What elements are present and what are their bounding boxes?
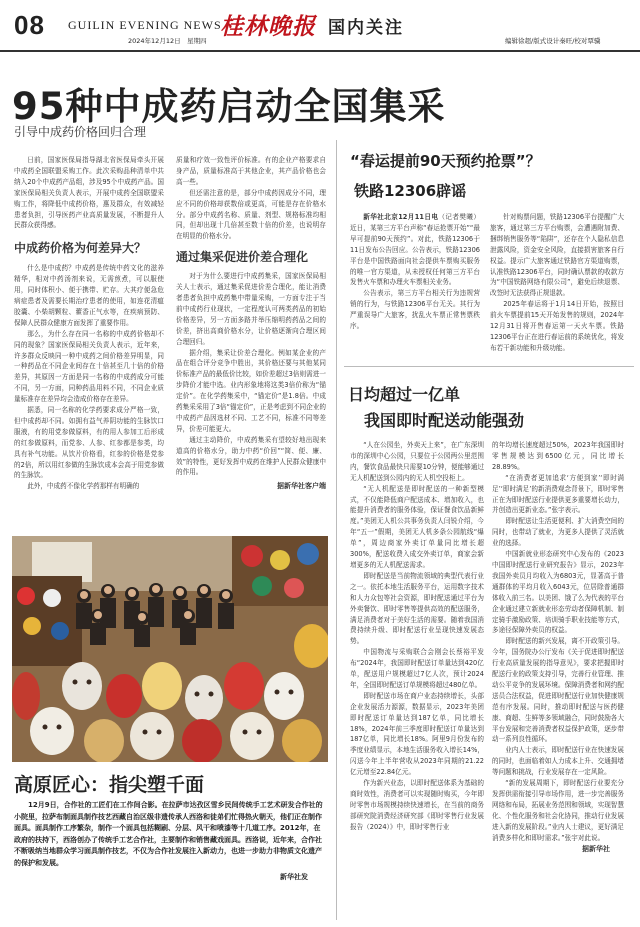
paragraph: 据介绍，集采让价差合理化。例如某企业的产品在组合评分竞争中胜出，其价格还要与其他某同价标准产品的最低价比较，如价差超过3倍则需进一步降价才能中选。业内形象地将这类3倍价称为“锚定价”。在化学药集采中，“锚定价”是1.8倍。中成药集采采用了3倍“锚定价”，正是考虑到不同企业的中成药产品因选材不同、工艺不同，标准不同等差异，价差可能更大。 [176,348,326,433]
paragraph: 针对购票问题，铁路12306平台提醒广大旅客，通过第三方平台购票，会遭遇附加费、捆绑销售服务等“陷阱”，还存在个人隐私信息泄露风险，资金安全风险，直接损害旅客自行权益。提示广大旅客通过铁路官方渠道购票，认准铁路12306平台，同时确认票款的收款方为“中国铁路网络有限公司”，避免后续退票、改签时无法获得正规退款。 [490,213,624,298]
rail-kicker: “春运提前90天预约抢票”？ [350,152,541,170]
rail-dateline: 新华社北京12月11日电 [363,213,439,221]
delivery-source: 据新华社 [582,844,610,853]
rail-headline: 铁路12306辟谣 [354,182,467,200]
paragraph: 中国新就业形态研究中心发布的《2023中国即时配送行业研究报告》显示，2023年我国外卖员月均收入为6803元，显著高于普通群体的平均月收入6043元，位居除普通群体收入前三名。以美团、饿了么为代表的平台企业通过建立新就业形态劳动者保障机制、制定骑手激励政策、培训骑手职业技能等方式，多途径保障外卖员的权益。 [492,550,624,635]
caption-text: 12月9日，合作社的工匠们在工作间合影。在拉萨市达孜区雪乡民间传统手工艺术研发合作社的小院里，拉萨布制面具制作技艺西藏自治区级非遗传承人西洛和徒弟们忙得热火朝天，他们正在制作面具。面具制作工序繁杂，制作一个面具包括糊刷、分层、风干和喷漆等十几道工序。2012年，在政府的扶持下，西洛创办了传统手工艺合作社，主要制作和销售藏戏面具。西洛说，近年来，合作社不断吸纳当地群众学习面具制作技艺，不仅为合作社发展注入新动力，也进一步助力非物质文化遗产的保护和发展。 [14,801,323,867]
lead-column-2 [176,155,326,492]
paragraph: 中国物流与采购联合会刚会长蔡裕平发布“2024年，我国即时配送订单量达到420亿单，配送用户规模超过7亿人次，预计2024年，全国即时配送订单规模将超过480亿单。 [350,648,484,689]
paragraph: （记者樊曦）近日，某第三方平台声称“春运抢票开始”“最早可提前90天预约”。对此，铁路12306于11日发布公告回应。公告表示，铁路12306平台是中国铁路面向社会提供车票购买服务的唯一官方渠道，从未授权任何第三方平台发售火车票和办理火车票相关业务。 [350,213,480,287]
delivery-column-1 [350,440,484,833]
paragraph: “在消费者更加追求‘方便到家’‘即时满足’‘即时满足’的新消费观念背景下，即时零售正在为即时配送行业提供更多重要增长动力，并创造出更新业态。”张宇表示。 [492,473,624,515]
photo-caption-title: 高原匠心：指尖塑千面 [14,774,205,796]
paragraph: 公告表示，第三方平台相关行为违规营销的行为，与铁路12306平台无关。其行为严重误导广大旅客，扰乱火车票正常售票秩序。 [350,289,480,331]
paragraph: 但还需注意的是，部分中成药因成分不同，理应不同的价格却获数倍或更高，可能是存在价格水分。部分中成药名称、质量、剂型、规格标准均相同，但却出现十几倍甚至数十倍的价差，也说明存在明显的价格水分。 [176,188,326,241]
paragraph: “新的发展周期下，即时配送行业要充分发挥供需衔接引导市场作用，进一步完善服务网络和布局，拓展业务范围和领域，实现智慧化、个性化服务和社会化协同，推动行业发展进入新的发展阶段。”业内人士建议，更好满足消费多样化和即时需求。”张宇对此说。 [492,779,624,842]
paragraph: 对于为什么要进行中成药集采，国家医保局相关人士表示，通过集采促进价差合理化，能让消费者患者负担中成药集中带量采购，一方面专注于当前中成药行业现状，一定程度认可两类药品的初始价格差异，另一方面多路并举压缩明药药品之间的价差，挤出高商价格水分，让价格逐渐向合理区间合理回归。 [176,272,326,346]
paragraph: “无人机配送是即时配送的一种新型模式，不仅能降低商户配送成本、增加收入，也能提升消费者的服务体验，保证餐食饮品新鲜度。”美团无人机公共事务负责人闫锐介绍，今年“五一”假期，美团无人机多条公园航线“爆单”，周边商家外卖订单量同比增长超300%，配送收费入成交外卖订单，商家会新增更多的无人机配送需求。 [350,484,484,569]
story-divider [344,366,634,367]
artisans-photo [12,536,328,762]
editor-credit: 编辑徐超/版式设计秦旺/校对覃骥 [505,37,601,45]
section-heading-price-gap: 中成药价格为何差异大？ [14,241,147,256]
caption-source: 新华社发 [280,873,308,881]
lead-subheadline: 引导中成药价格回归合理 [14,125,147,139]
header-rule [0,50,640,52]
section-heading-collective-purchase: 通过集采促进价差合理化 [176,250,309,265]
paragraph: 即时配送是当前物流领域的典型代表行业之一。依托本地生活服务平台，运用数字技术和人力众包等社会资源，即时配送通过平台为外卖餐饮、即时零售等提供高效的配送服务，满足消费者对于美好生活的需要。随着我国消费持续升级、即时配送行业呈现快速发展态势。 [350,571,484,646]
photo-illustration [12,536,328,762]
lead-source: 据新华社客户端 [277,482,326,491]
paragraph: 2025年春运将于1月14日开始，按照目前火车票提前15天开始发售的规则，2024年12月31日将开售春运第一天火车票。铁路12306平台正在进行春运前的系统优化，将发布若干新功能和升级功能。 [490,300,624,352]
delivery-column-2 [492,440,624,854]
masthead [0,0,640,52]
column-divider [336,140,337,920]
paragraph: 即时配送的新兴发展，离不开政策引导。今年，国务院办公厅发布《关于促进即时配送行业高质量发展的指导意见》，要求把握即时配送行业的政策支持引导，完善行业管理、推动公平竞争的发展环境。保障消费者和网约配送员合法权益，促进即时配送行业加快健康规范有序发展。同时，推动即时配送与医药健康、商超、生鲜等多领域融合，同时鼓励各大平台发展和完善消费者权益保护政策，逐步带动一系列良性循环。 [492,637,624,744]
delivery-headline-2: 我国即时配送动能强劲 [364,411,525,430]
paragraph: 作为新兴业态，以即时配送体系为基础的商时效性，消费者可以实现随时购买，今年即时零售市场规模持续快速增长，在当前的商务部研究院消费经济研究部《即时零售行业发展报告（2024）》中，即时零售行业 [350,779,484,831]
photo-caption-body [14,800,324,884]
delivery-headline-1: 日均超过一亿单 [348,385,461,404]
rail-column-2 [490,212,624,354]
paragraph: “人在公园坐，外卖天上来”，在广东深圳市的深圳中心公园，只要位于公园两公里范围内，餐饮食品最快只需要10分钟，便能够通过无人机配送到公园内的无人机空投柜上。 [350,441,484,482]
paragraph: 那么，为什么存在同一名称的中成药价格却不同的现象？国家医保局相关负责人表示，近年来，许多群众反映同一种中成药之间价格差异明显，同一种药品在不同企业间存在十倍甚至几十倍的价格差异，其原因一方面是同一名称的中成药成分可能不同，另一方面，同种药品用料不同，不同企业质量标准存在差异均会造成价格存在差异。 [14,329,164,404]
section-title: 国内关注 [328,18,404,38]
page-number: 08 [14,10,45,40]
paragraph: 质量和疗效一致性评价标准。有的企业产格要求自身产品，质量标准高于其他企业，其产品价格也会高一些。 [176,156,326,186]
lead-column-1 [14,155,164,492]
paragraph: 据悉，同一名称的化学药要求成分严格一致，但中成药却不同。如拥有益气养阴功能的生脉饮口服液，有的用党参做原料，有的用人参加工后形成的红参做原料，而党参、人参、红参都是参类，均具有补气功能。从饮片价格看，红参的价格是党参的2倍，所以用红参做的生脉饮成本会高于用党参做的生脉饮。 [14,406,164,480]
paragraph: 通过主动降价，中成药集采有望较好地出现来道高的价格水分，助力中药“价回”“简、便、廉、效”的特性，更好发挥中成药在维护人民群众健康中的作用。 [176,435,326,477]
paragraph: 的年均增长速度超过50%，2023年我国即时零售规模达到6500亿元，同比增长28.89%。 [492,441,624,471]
paragraph: 什么是中成药？中成药是传统中药文化的滋养精华，相对中药汤剂来说，无需煎煮，可以服使用，同时体积小、便于携带、贮存。大其疗便急危病症患者及需要长期治疗患者的使用，如连花清瘟胶囊、小柴胡颗粒、藿香正气水等，在疾病预防、保障人民群众健康方面发挥了重要作用。 [14,264,164,327]
paragraph: 业内人士表示，即时配送行业在快速发展的同时，也面临着如人力成本上升、交通拥堵等问题和挑战，行业发展存在一定风险。 [492,746,624,777]
issue-date: 2024年12月12日 星期四 [128,37,207,45]
paragraph: 此外，中成药不像化学药那样有明确的 [27,482,140,491]
lead-headline: 95种中成药启动全国集采 [12,85,446,128]
paragraph: 即时配送让生活更便利、扩大消费空间的同时，也带动了就业，为更多人提供了灵活就业的选择。 [492,517,624,548]
paper-logo: 桂林晚报 [220,13,316,40]
paper-name: GUILIN EVENING NEWS [68,18,222,32]
paragraph: 即时配送市场在商户业态持续增长，头部企业发展活力源源，数据显示，2023年美团即时配送订单量达到187亿单，同比增长18%，2024年前三季度即时配送订单量达到187亿单，同比增长18%。阿里9月份发布的季度业绩显示，本地生活服务收入增长14%，闪送今年上半年营收从2023年同期的21.22亿元增至22.84亿元。 [350,691,484,777]
rail-column-1 [350,212,480,332]
lead-intro: 日前，国家医保局指导湖北省医保局牵头开展中成药全国联盟采购工作。此次采购品种清单中共纳入20个中成药产品组，涉及95个中成药产品。国家医保局相关负责人表示，开展中成药全国联盟采购工作，将降低中成药价格，惠及群众，有效减轻患者负担，引导医药产业高质量发展，不断提升人民群众获得感。 [14,156,164,230]
